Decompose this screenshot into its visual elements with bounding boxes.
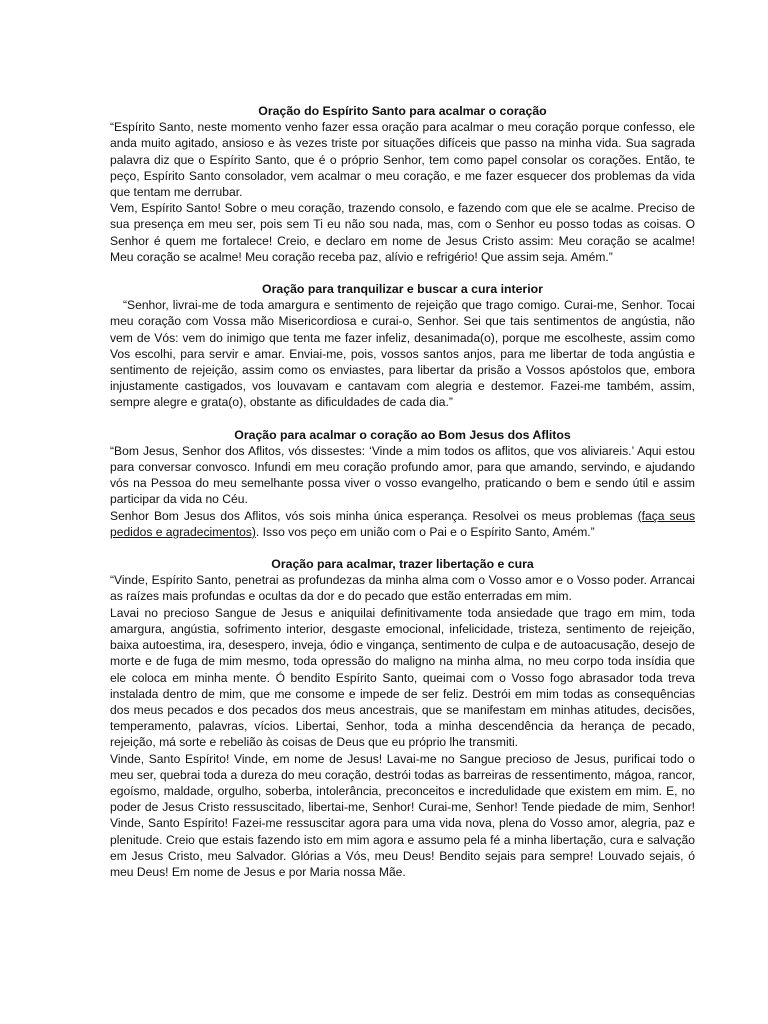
section-title: Oração para tranquilizar e buscar a cura interior [262, 282, 543, 297]
underlined-note: (faça seus pedidos e agradecimentos) [110, 508, 695, 539]
section-gap [110, 265, 695, 281]
paragraph: Vem, Espírito Santo! Sobre o meu coração, trazendo consolo, e fazendo com que ele se acalme. Preciso de sua presença em meu ser, pois sem Ti eu não sou nada, mas, com o Senhor eu posso todas as coisas. O Senhor é quem me fortalece! Creio, e declaro em nome de Jesus Cristo assim: Meu coração se acalme! Meu coração se acalme! Meu coração receba paz, alívio e refrigério! Que assim seja. Amém.” [110, 201, 695, 264]
section-title: Oração do Espírito Santo para acalmar o coração [258, 104, 547, 118]
document-page [110, 103, 695, 880]
paragraph: “Bom Jesus, Senhor dos Aflitos, vós dissestes: ‘Vinde a mim todos os aflitos, que vos aliviareis.’ Aqui estou para conversar convosco. Infundi em meu coração profundo amor, para que amando, servindo, e ajudando vós na Pessoa do meu semelhante possa viver o vosso evangelho, praticando o bem e sendo útil e assim participar da vida no Céu. [110, 443, 695, 507]
paragraph: “Espírito Santo, neste momento venho fazer essa oração para acalmar o meu coração porque confesso, ele anda muito agitado, ansioso e às vezes triste por situações difíceis que passo na minha vida. Sua sagrada palavra diz que o Espírito Santo, que é o próprio Senhor, tem como papel consolar os corações. Então, te peço, Espírito Santo consolador, vem acalmar o meu coração, e me fazer esquecer dos problemas da vida que tentam me derrubar. [110, 120, 695, 200]
paragraph: Vinde, Santo Espírito! Vinde, em nome de Jesus! Lavai-me no Sangue precioso de Jesus, purificai todo o meu ser, quebrai toda a dureza do meu coração, destrói todas as barreiras de ressentimento, mágoa, rancor, egoísmo, maldade, orgulho, soberba, intolerância, preconceitos e incredulidade que existem em mim. E, no poder de Jesus Cristo ressuscitado, libertai-me, Senhor! Curai-me, Senhor! Tende piedade de mim, Senhor! Vinde, Santo Espírito! Fazei-me ressuscitar agora para uma vida nova, plena do Vosso amor, alegria, paz e plenitude. Creio que estais fazendo isto em mim agora e assumo pela fé a minha libertação, cura e salvação em Jesus Cristo, meu Salvador. Glórias a Vós, meu Deus! Bendito sejais para sempre! Louvado sejais, ó meu Deus! Em nome de Jesus e por Maria nossa Mãe. [110, 751, 695, 879]
paragraph: “Senhor, livrai-me de toda amargura e sentimento de rejeição que trago comigo. Curai-me, Senhor. Tocai meu coração com Vossa mão Misericordiosa e curai-o, Senhor. Sei que tais sentimentos de angústia, não vem de Vós: vem do inimigo que tenta me fazer infeliz, desanimada(o), porque me escolheste, assim como Vos escolhi, para servir e amar. Enviai-me, pois, vossos santos anjos, para me libertar de toda angústia e sentimento de rejeição, assim como os enviastes, para libertar da prisão a Vossos apóstolos que, embora injustamente castigados, vos louvavam e cantavam com alegria e destemor. Fazei-me também, assim, sempre alegre e grata(o), obstante as dificuldades de cada dia.” [110, 298, 695, 410]
paragraph-text: Senhor Bom Jesus dos Aflitos, vós sois minha única esperança. Resolvei os meus problemas [110, 508, 638, 523]
paragraph: “Vinde, Espírito Santo, penetrai as profundezas da minha alma com o Vosso amor e o Vosso poder. Arrancai as raízes mais profundas e ocultas da dor e do pecado que estão enterradas em mim. [110, 573, 695, 604]
paragraph: Lavai no precioso Sangue de Jesus e aniquilai definitivamente toda ansiedade que trago em mim, toda amargura, angústia, sofrimento interior, desgaste emocional, infelicidade, tristeza, sentimento de rejeição, baixa autoestima, ira, desespero, inveja, ódio e vingança, sentimento de culpa e de autoacusação, desejo de morte e de fuga de mim mesmo, toda opressão do maligno na minha alma, no meu corpo toda insídia que ele coloca em minha mente. Ó bendito Espírito Santo, queimai com o Vosso fogo abrasador toda treva instalada dentro de mim, que me consome e impede de ser feliz. Destrói em mim todas as consequências dos meus pecados e dos pecados dos meus ancestrais, que se manifestam em minhas atitudes, decisões, temperamento, palavras, vícios. Libertai, Senhor, toda a minha descendência da herança de pecado, rejeição, má sorte e rebelião às coisas de Deus que eu próprio lhe transmiti. [110, 605, 695, 750]
section-gap [110, 540, 695, 556]
section-title: Oração para acalmar, trazer libertação e cura [271, 557, 534, 572]
paragraph [110, 508, 695, 540]
section-gap [110, 411, 695, 427]
paragraph-text: . Isso vos peço em união com o Pai e o Espírito Santo, Amém.” [255, 524, 595, 539]
section-title: Oração para acalmar o coração ao Bom Jesus dos Aflitos [234, 427, 571, 442]
